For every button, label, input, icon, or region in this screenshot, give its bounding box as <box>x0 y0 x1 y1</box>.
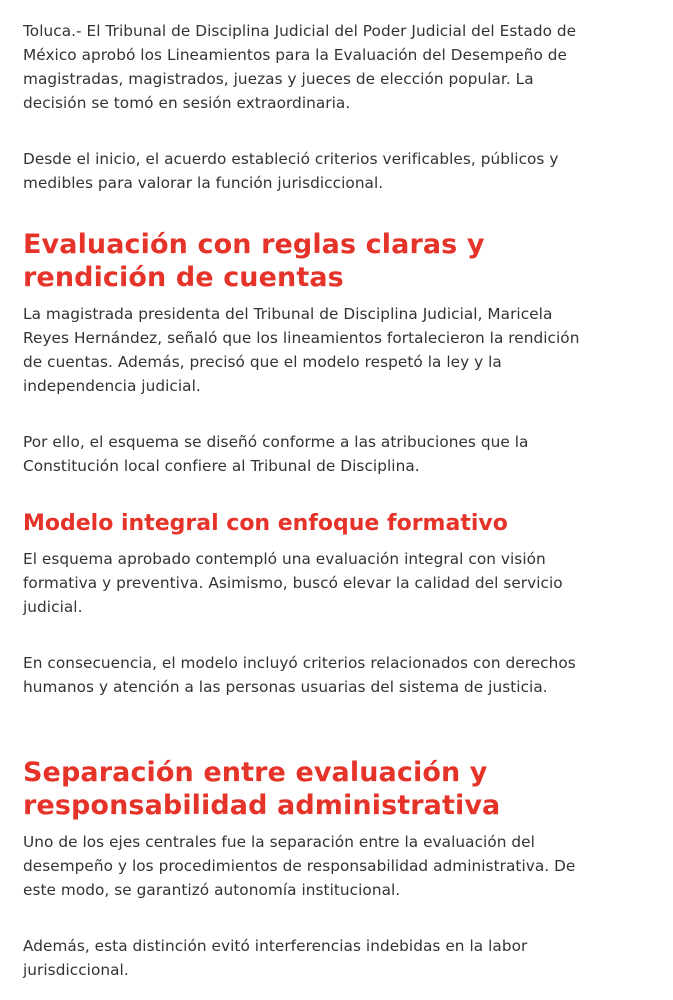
paragraph-human-rights: En consecuencia, el modelo incluyó criterios relacionados con derechos humanos y atención a las personas usuarias del sistema de justicia. <box>23 654 576 696</box>
paragraph-intro: Toluca.- El Tribunal de Disciplina Judicial del Poder Judicial del Estado de México aprobó los Lineamientos para la Evaluación del Desempeño de magistradas, magistrados, juezas y jueces de elección popular. La decisión se tomó en sesión extraordinaria. <box>23 22 577 112</box>
paragraph-separation: Uno de los ejes centrales fue la separación entre la evaluación del desempeño y los procedimientos de responsabilidad administrativa. De este modo, se garantizó autonomía institucional. <box>23 833 576 899</box>
paragraph-criteria: Desde el inicio, el acuerdo estableció criterios verificables, públicos y medibles para valorar la función jurisdiccional. <box>23 150 559 192</box>
paragraph-integral-evaluation: El esquema aprobado contempló una evaluación integral con visión formativa y preventiva. Asimismo, buscó elevar la calidad del servicio judicial. <box>23 550 563 616</box>
heading-evaluation-rules: Evaluación con reglas claras y rendición de cuentas <box>23 229 485 293</box>
paragraph-interference: Además, esta distinción evitó interferencias indebidas en la labor jurisdiccional. <box>23 937 528 979</box>
heading-integral-model: Modelo integral con enfoque formativo <box>23 511 508 536</box>
paragraph-president: La magistrada presidenta del Tribunal de Disciplina Judicial, Maricela Reyes Hernández, señaló que los lineamientos fortalecieron la rendición de cuentas. Además, precisó que el modelo respetó la ley y la independencia judicial. <box>23 305 580 395</box>
paragraph-constitution: Por ello, el esquema se diseñó conforme a las atribuciones que la Constitución local confiere al Tribunal de Disciplina. <box>23 433 529 475</box>
heading-separation: Separación entre evaluación y responsabilidad administrativa <box>23 757 501 821</box>
